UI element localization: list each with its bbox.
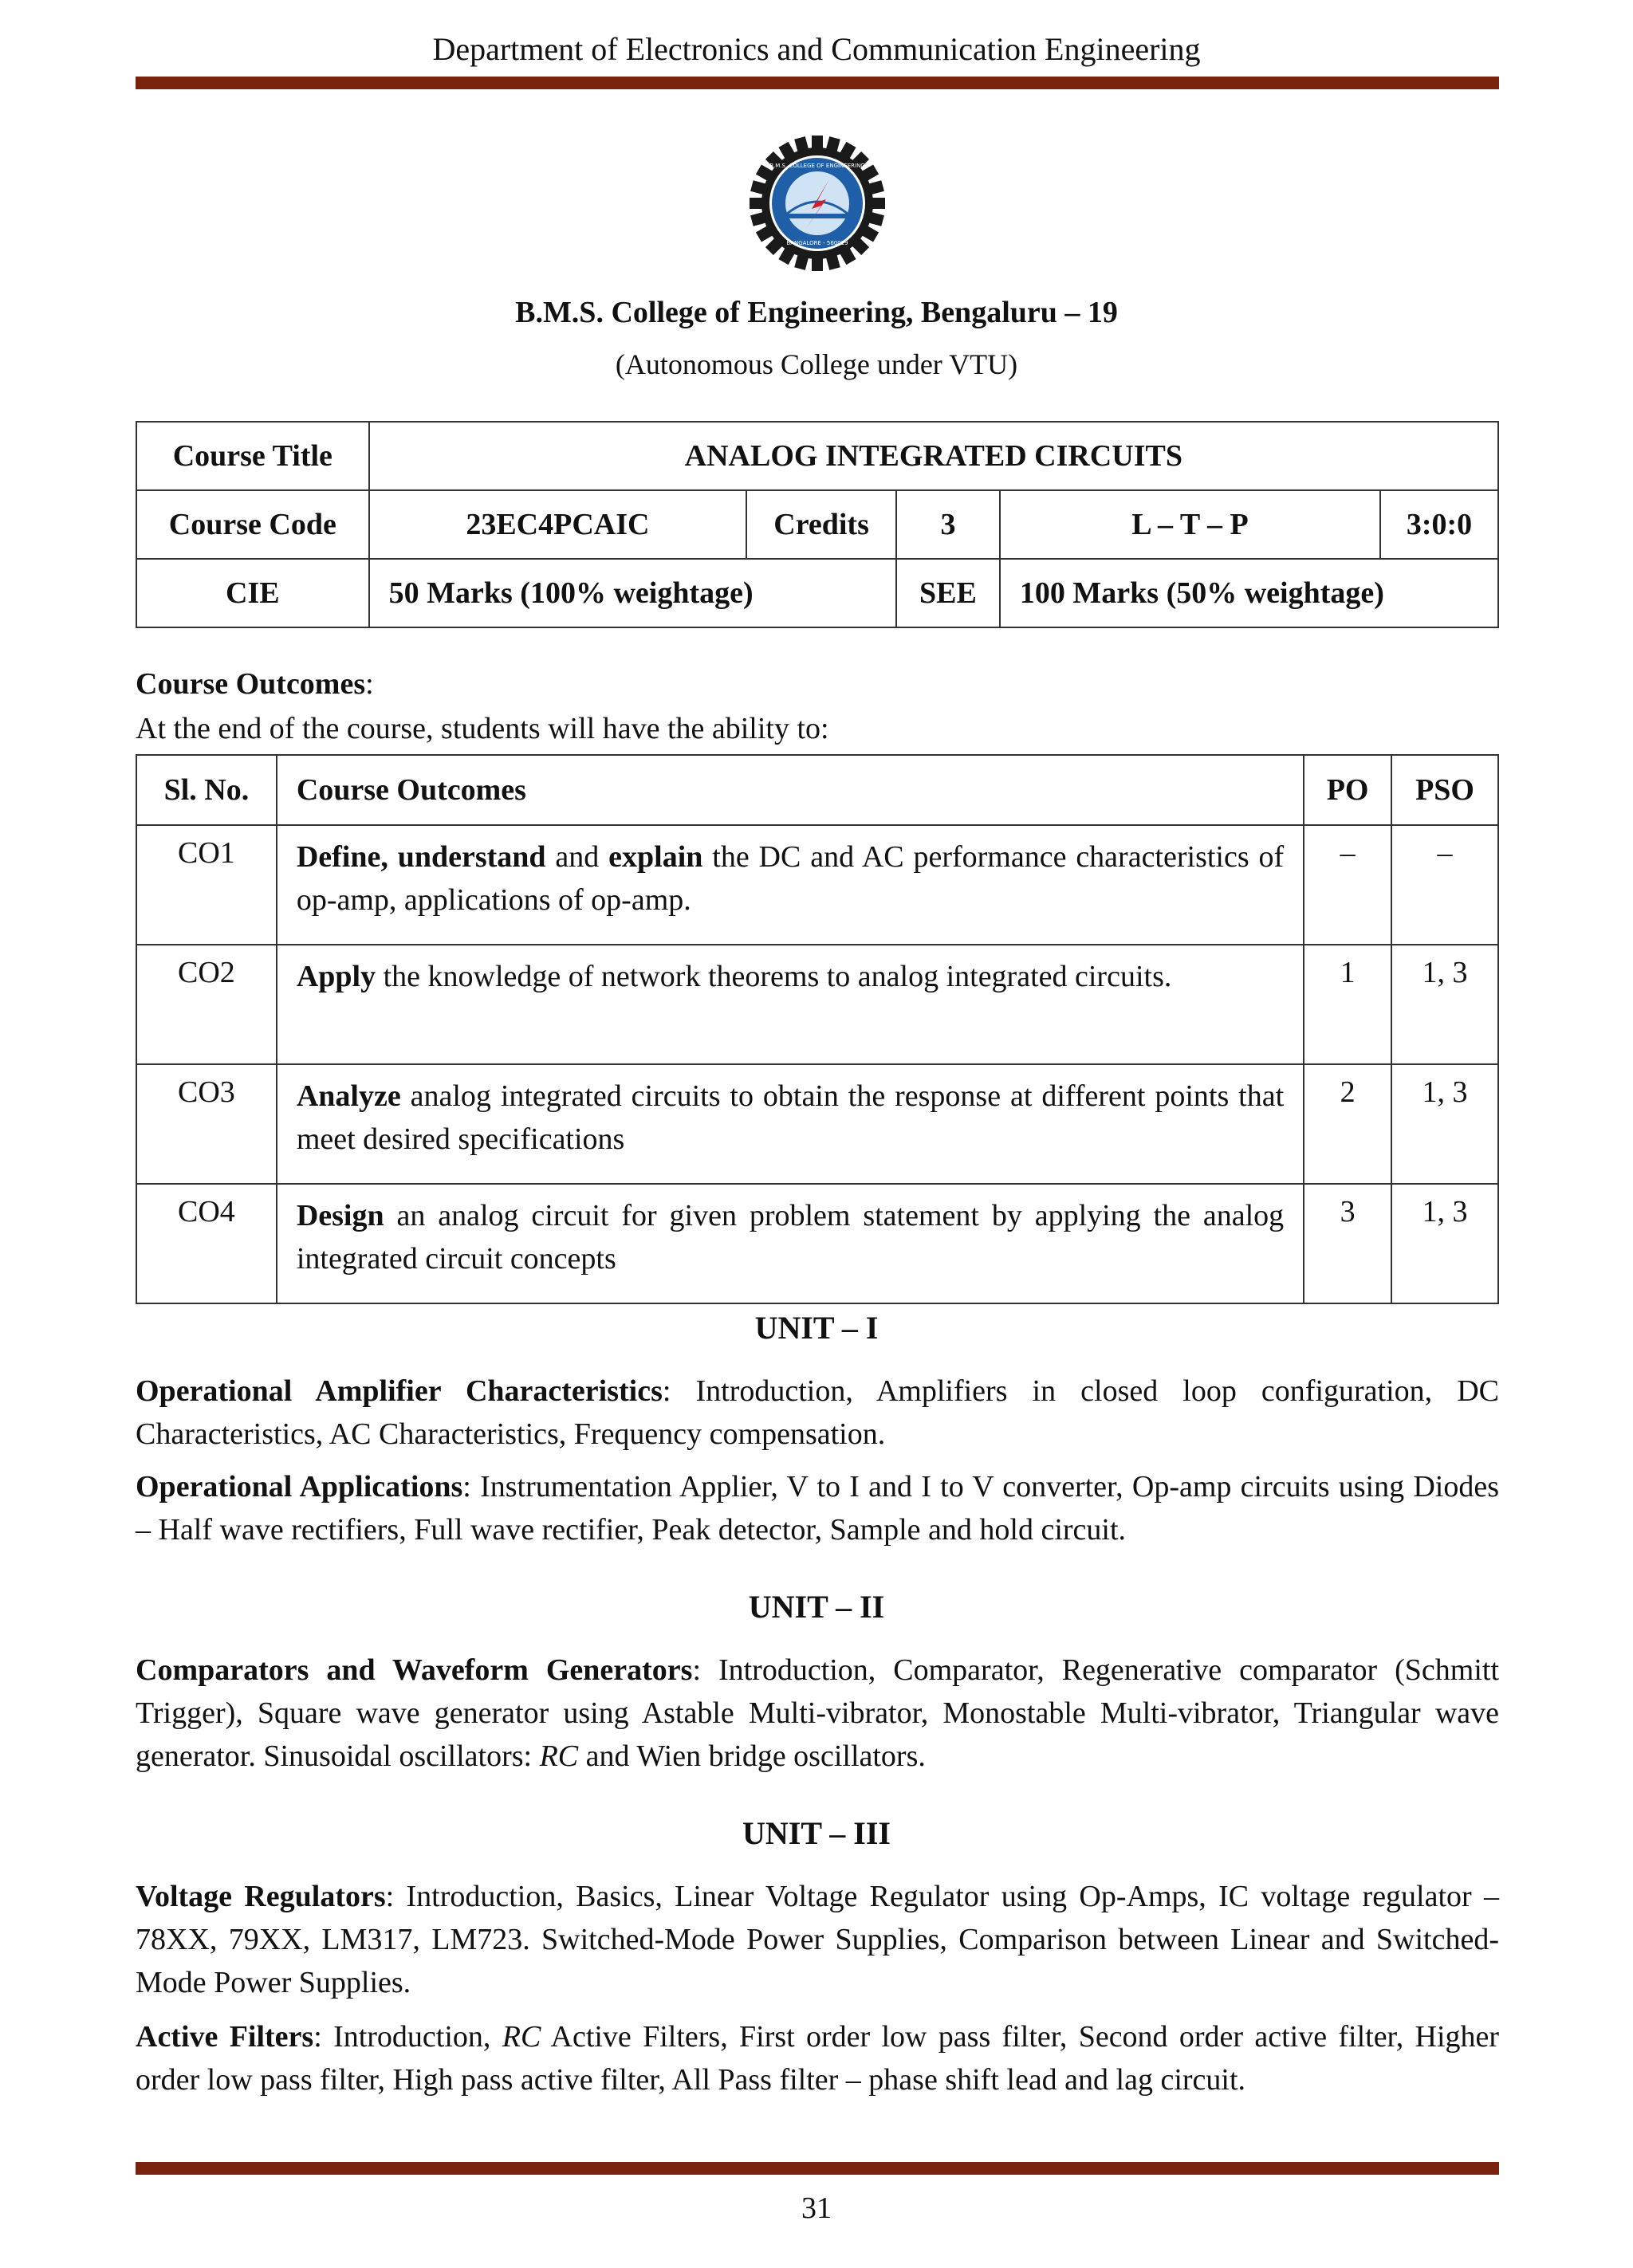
topic-text: : Instrumentation Applier, V to I and I to V converter, Op-amp circuits using Diodes – Half wave rectifiers, Full wave rectifier, Peak detector, Sample and hold circuit. (136, 1470, 1499, 1547)
course-outcomes-colon: : (365, 667, 374, 701)
college-subtitle: (Autonomous College under VTU) (615, 348, 1018, 380)
co-pso: – (1391, 825, 1498, 945)
unit-1-title: UNIT – I (754, 1310, 879, 1346)
co-table-header-row (136, 755, 1498, 825)
col-header-po: PO (1304, 755, 1391, 825)
co-text-part: an analog circuit for given problem statement by applying the analog integrated circuit concepts (296, 1199, 1285, 1276)
co-po: 1 (1304, 945, 1391, 1064)
co-text-part: analog integrated circuits to obtain the response at different points that meet desired specifications (296, 1079, 1285, 1156)
topic-heading: Operational Applications (136, 1470, 463, 1503)
course-code-row (136, 490, 1498, 559)
topic-heading: Operational Amplifier Characteristics (136, 1374, 663, 1408)
ltp-value: 3:0:0 (1380, 490, 1498, 559)
course-outcomes-intro-text: At the end of the course, students will have the ability to: (136, 712, 829, 745)
co-id: CO2 (136, 945, 277, 1064)
course-code-label: Course Code (136, 490, 369, 559)
co-pso: 1, 3 (1391, 1064, 1498, 1184)
co-po: 2 (1304, 1064, 1391, 1184)
header-rule (136, 77, 1499, 89)
credits-value: 3 (896, 490, 1000, 559)
co-po: – (1304, 825, 1391, 945)
topic-text: : Introduction, Amplifiers in closed loop configuration, DC Characteristics, AC Characteristics, Frequency compensation. (136, 1374, 1500, 1451)
unit-2-title: UNIT – II (748, 1589, 885, 1625)
course-title-value: ANALOG INTEGRATED CIRCUITS (369, 422, 1498, 490)
co-text-part: and (545, 840, 609, 874)
credits-label: Credits (746, 490, 896, 559)
course-outcomes-intro (136, 662, 829, 751)
co-verb: Define, understand (296, 840, 546, 874)
college-name: B.M.S. College of Engineering, Bengaluru – 19 (515, 296, 1118, 329)
cie-label: CIE (136, 559, 369, 627)
topic-text: : Introduction, (313, 2020, 502, 2054)
col-header-pso: PSO (1391, 755, 1498, 825)
cie-value: 50 Marks (100% weightage) (369, 559, 896, 627)
logo-text-top: B.M.S. COLLEGE OF ENGINEERING (769, 163, 865, 169)
co-id: CO4 (136, 1184, 277, 1303)
table-row (136, 945, 1498, 1064)
course-title-row (136, 422, 1498, 490)
unit-3-para-1 (136, 1875, 1499, 2004)
co-id: CO3 (136, 1064, 277, 1184)
ltp-label: L – T – P (1000, 490, 1380, 559)
col-header-sl-no: Sl. No. (136, 755, 277, 825)
college-logo (750, 136, 885, 271)
logo-text-bottom: BANGALORE - 560019 (786, 240, 848, 246)
co-text (277, 945, 1304, 1064)
course-code-value: 23EC4PCAIC (369, 490, 746, 559)
course-title-label: Course Title (136, 422, 369, 490)
co-text (277, 1184, 1304, 1303)
co-pso: 1, 3 (1391, 945, 1498, 1064)
col-header-outcomes: Course Outcomes (277, 755, 1304, 825)
topic-heading: Comparators and Waveform Generators (136, 1653, 693, 1687)
co-text-part: the knowledge of network theorems to analog integrated circuits. (376, 960, 1172, 993)
unit-2-para-1 (136, 1649, 1499, 1778)
co-verb: Design (296, 1199, 384, 1232)
table-row (136, 825, 1498, 945)
course-outcomes-heading: Course Outcomes (136, 667, 366, 701)
co-verb: explain (608, 840, 703, 874)
topic-text: : Introduction, Basics, Linear Voltage Regulator using Op-Amps, IC voltage regulator – 78XX, 79XX, LM317, LM723. Switched-Mode Power Supplies, Comparison between Linear and Switched-Mode Power Supplies. (136, 1880, 1499, 1999)
co-pso: 1, 3 (1391, 1184, 1498, 1303)
table-row (136, 1184, 1498, 1303)
table-row (136, 1064, 1498, 1184)
co-po: 3 (1304, 1184, 1391, 1303)
unit-1-para-2 (136, 1465, 1499, 1551)
topic-heading: Voltage Regulators (136, 1880, 386, 1913)
course-info-table (136, 421, 1499, 628)
unit-1-para-1 (136, 1370, 1499, 1456)
footer-rule (136, 2162, 1499, 2175)
co-verb: Analyze (296, 1079, 401, 1113)
department-header: Department of Electronics and Communication Engineering (432, 31, 1201, 67)
unit-3-title: UNIT – III (742, 1815, 891, 1851)
co-text (277, 825, 1304, 945)
unit-3-para-2 (136, 2015, 1499, 2101)
co-verb: Apply (296, 960, 376, 993)
co-id: CO1 (136, 825, 277, 945)
topic-text: and Wien bridge oscillators. (578, 1739, 926, 1773)
page-number: 31 (801, 2191, 832, 2225)
see-label: SEE (896, 559, 1000, 627)
see-value: 100 Marks (50% weightage) (1000, 559, 1498, 627)
course-outcomes-table (136, 754, 1499, 1304)
topic-italic: RC (502, 2020, 541, 2054)
topic-heading: Active Filters (136, 2020, 314, 2054)
topic-text: Active Filters, First order low pass filter, Second order active filter, Higher order low pass filter, High pass active filter, All Pass filter – phase shift lead and lag circuit. (136, 2020, 1500, 2097)
co-text (277, 1064, 1304, 1184)
co-text-part: the DC and AC performance characteristics of op-amp, applications of op-amp. (296, 840, 1285, 917)
topic-text: : Introduction, Comparator, Regenerative comparator (Schmitt Trigger), Square wave generator using Astable Multi-vibrator, Monostable Multi-vibrator, Triangular wave generator. Sinusoidal oscillators: (136, 1653, 1500, 1773)
topic-italic: RC (539, 1739, 579, 1773)
marks-row (136, 559, 1498, 627)
